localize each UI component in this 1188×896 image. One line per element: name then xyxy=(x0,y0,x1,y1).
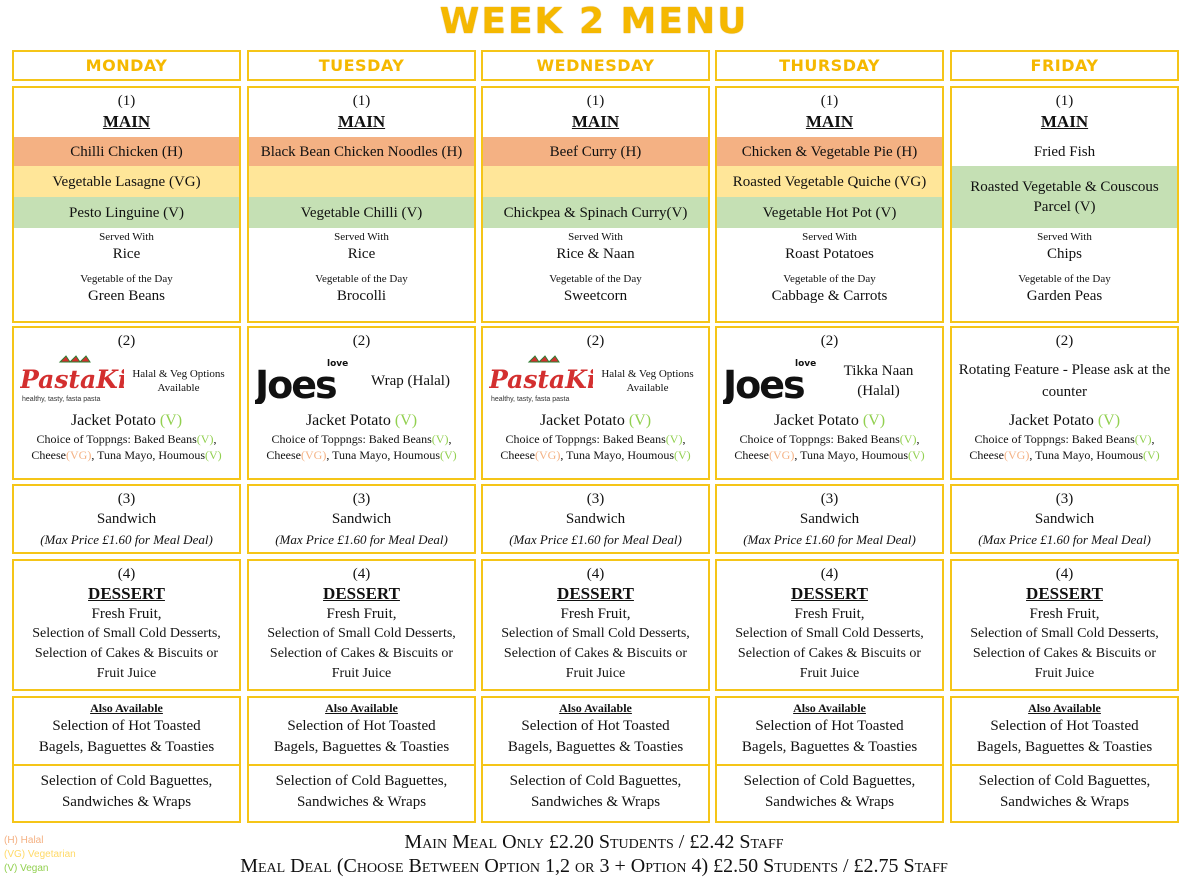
day-header: THURSDAY xyxy=(715,50,944,81)
main-option: Fried Fish xyxy=(1033,143,1096,160)
main-option: Vegetable Hot Pot (V) xyxy=(717,197,942,228)
jacket-potato xyxy=(14,411,239,431)
also-available-section xyxy=(12,696,241,823)
toppings-cheese: Cheese xyxy=(266,448,301,462)
sandwich-section xyxy=(247,484,476,554)
hot-selection: Selection of Hot Toasted xyxy=(52,718,201,734)
cold-selection-group xyxy=(483,764,708,813)
option-number: (3) xyxy=(1055,491,1074,507)
cold-selection-group xyxy=(717,764,942,813)
dessert-item: Selection of Small Cold Desserts, xyxy=(970,626,1159,641)
served-with-label: Served With xyxy=(99,231,154,243)
vegan-tag: (V) xyxy=(394,412,418,429)
jacket-potato-label: Jacket Potato xyxy=(1008,412,1098,429)
cold-selection: Selection of Cold Baguettes, xyxy=(275,773,448,789)
also-available-section xyxy=(481,696,710,823)
vegetable-of-day-value: Cabbage & Carrots xyxy=(771,288,888,304)
main-heading: MAIN xyxy=(1040,112,1089,131)
served-with-label: Served With xyxy=(802,231,857,243)
main-option xyxy=(249,166,474,197)
toppings-text-2: , Tuna Mayo, Houmous xyxy=(560,448,674,462)
main-option xyxy=(483,166,708,197)
hot-selection: Bagels, Baguettes & Toasties xyxy=(976,739,1153,755)
brand-offer: Wrap (Halal) xyxy=(371,373,450,389)
vegan-tag: (V) xyxy=(440,448,457,462)
option-number: (4) xyxy=(586,566,605,582)
joes-logo xyxy=(255,354,353,404)
hot-selection: Selection of Hot Toasted xyxy=(755,718,904,734)
main-option: Vegetable Lasagne (VG) xyxy=(14,166,239,197)
legend-vegetarian: (VG) Vegetarian xyxy=(4,849,76,860)
dessert-heading: DESSERT xyxy=(557,584,634,603)
brand-logo xyxy=(20,354,124,409)
main-option: Beef Curry (H) xyxy=(483,137,708,166)
option-number: (3) xyxy=(586,491,605,507)
meal-deal-price: Meal Deal (Choose Between Option 1,2 or 3 + Option 4) £2.50 Students / £2.75 Staff xyxy=(240,855,948,877)
jacket-potato-label: Jacket Potato xyxy=(539,412,629,429)
option-number: (1) xyxy=(352,93,371,109)
served-with-value: Rice xyxy=(112,246,141,262)
vegan-tag: (V) xyxy=(1143,448,1160,462)
also-available-section xyxy=(950,696,1179,823)
dessert-item: Fruit Juice xyxy=(96,666,157,681)
vegan-tag: (V) xyxy=(431,432,449,446)
option-number: (1) xyxy=(820,93,839,109)
vegetarian-tag: (VG) xyxy=(1003,448,1030,462)
brand-offer: Tikka Naan (Halal) xyxy=(843,363,914,399)
option-number: (1) xyxy=(1055,93,1074,109)
sandwich-section xyxy=(481,484,710,554)
main-heading: MAIN xyxy=(102,112,151,131)
brand-row xyxy=(249,351,474,411)
main-section xyxy=(481,86,710,323)
dessert-section xyxy=(715,559,944,691)
cold-selection: Sandwiches & Wraps xyxy=(530,794,661,810)
joes-love: love xyxy=(795,358,817,369)
option-number: (2) xyxy=(586,333,605,349)
cold-selection: Selection of Cold Baguettes, xyxy=(978,773,1151,789)
dessert-item: Fruit Juice xyxy=(565,666,626,681)
cold-selection-group xyxy=(14,764,239,813)
also-available-heading: Also Available xyxy=(1028,701,1101,715)
dessert-section xyxy=(481,559,710,691)
option-two-section xyxy=(950,326,1179,480)
option-two-section xyxy=(12,326,241,480)
option-number: (4) xyxy=(820,566,839,582)
vegetarian-tag: (VG) xyxy=(534,448,561,462)
cold-selection: Sandwiches & Wraps xyxy=(296,794,427,810)
main-section xyxy=(247,86,476,323)
option-two-section xyxy=(247,326,476,480)
toppings-cheese: Cheese xyxy=(734,448,769,462)
jacket-potato xyxy=(249,411,474,431)
meal-deal-note: (Max Price £1.60 for Meal Deal) xyxy=(509,532,682,547)
dessert-item: Selection of Cakes & Biscuits or xyxy=(34,646,219,661)
dessert-item: Fresh Fruit, xyxy=(91,606,162,622)
served-with-value: Rice & Naan xyxy=(556,246,635,262)
vegetable-of-day-label: Vegetable of the Day xyxy=(549,273,642,285)
dessert-item: Fresh Fruit, xyxy=(326,606,397,622)
dessert-section xyxy=(950,559,1179,691)
hot-selection: Selection of Hot Toasted xyxy=(990,718,1139,734)
main-option: Pesto Linguine (V) xyxy=(14,197,239,228)
pasta-king-tagline: healthy, tasty, fasta pasta xyxy=(491,395,570,403)
dessert-item: Fruit Juice xyxy=(1034,666,1095,681)
main-option: Chicken & Vegetable Pie (H) xyxy=(717,137,942,166)
legend-vegan: (V) Vegan xyxy=(4,863,49,874)
toppings-text-2: , Tuna Mayo, Houmous xyxy=(1029,448,1143,462)
day-header: FRIDAY xyxy=(950,50,1179,81)
vegetable-of-day-value: Brocolli xyxy=(336,288,387,304)
also-available-heading: Also Available xyxy=(90,701,163,715)
pasta-king-logo xyxy=(489,354,593,404)
hot-selection: Bagels, Baguettes & Toasties xyxy=(38,739,215,755)
toppings: Choice of Toppngs: Baked Beans(V), Cheese(VG), Tuna Mayo, Houmous(V) xyxy=(500,432,691,462)
cold-selection: Sandwiches & Wraps xyxy=(61,794,192,810)
cold-selection: Selection of Cold Baguettes, xyxy=(40,773,213,789)
main-meal-price: Main Meal Only £2.20 Students / £2.42 Staff xyxy=(404,831,784,853)
option-number: (3) xyxy=(820,491,839,507)
toppings: Choice of Toppngs: Baked Beans(V), Cheese(VG), Tuna Mayo, Houmous(V) xyxy=(969,432,1160,462)
vegan-tag: (V) xyxy=(665,432,683,446)
also-available-section xyxy=(247,696,476,823)
brand-offer: Halal & Veg Options Available xyxy=(132,368,225,394)
main-section xyxy=(12,86,241,323)
vegetarian-tag: (VG) xyxy=(65,448,92,462)
toppings: Choice of Toppngs: Baked Beans(V), Cheese(VG), Tuna Mayo, Houmous(V) xyxy=(734,432,925,462)
dessert-item: Selection of Cakes & Biscuits or xyxy=(737,646,922,661)
toppings: Choice of Toppngs: Baked Beans(V), Cheese(VG), Tuna Mayo, Houmous(V) xyxy=(31,432,222,462)
vegan-tag: (V) xyxy=(196,432,214,446)
sandwich-label: Sandwich xyxy=(331,511,392,527)
dessert-item: Selection of Small Cold Desserts, xyxy=(501,626,690,641)
main-section xyxy=(715,86,944,323)
dessert-item: Selection of Small Cold Desserts, xyxy=(735,626,924,641)
dessert-item: Selection of Cakes & Biscuits or xyxy=(503,646,688,661)
jacket-potato xyxy=(483,411,708,431)
toppings-cheese: Cheese xyxy=(969,448,1004,462)
vegan-tag: (V) xyxy=(908,448,925,462)
main-option: Chilli Chicken (H) xyxy=(14,137,239,166)
dessert-item: Fruit Juice xyxy=(331,666,392,681)
served-with-label: Served With xyxy=(568,231,623,243)
day-header: MONDAY xyxy=(12,50,241,81)
served-with-label: Served With xyxy=(1037,231,1092,243)
toppings-text-2: , Tuna Mayo, Houmous xyxy=(794,448,908,462)
pasta-king-tagline: healthy, tasty, fasta pasta xyxy=(22,395,101,403)
joes-wordmark: Joes xyxy=(255,362,336,404)
day-header: TUESDAY xyxy=(247,50,476,81)
meal-deal-note: (Max Price £1.60 for Meal Deal) xyxy=(40,532,213,547)
sandwich-section xyxy=(950,484,1179,554)
toppings-text: Choice of Toppngs: Baked Beans xyxy=(974,432,1135,446)
rotating-feature: Rotating Feature - Please ask at the counter xyxy=(958,362,1171,400)
cold-selection: Selection of Cold Baguettes, xyxy=(743,773,916,789)
dessert-item: Fresh Fruit, xyxy=(560,606,631,622)
option-number: (2) xyxy=(352,333,371,349)
also-available-section xyxy=(715,696,944,823)
toppings-text: Choice of Toppngs: Baked Beans xyxy=(739,432,900,446)
sandwich-section xyxy=(12,484,241,554)
sandwich-section xyxy=(715,484,944,554)
dessert-section xyxy=(247,559,476,691)
dessert-item: Selection of Cakes & Biscuits or xyxy=(972,646,1157,661)
dessert-heading: DESSERT xyxy=(1026,584,1103,603)
brand-row xyxy=(14,351,239,411)
hot-selection: Bagels, Baguettes & Toasties xyxy=(273,739,450,755)
vegan-tag: (V) xyxy=(862,412,886,429)
toppings-cheese: Cheese xyxy=(500,448,535,462)
pasta-king-wordmark: PastaK xyxy=(20,364,118,394)
joes-wordmark: Joes xyxy=(723,362,804,404)
meal-deal-note: (Max Price £1.60 for Meal Deal) xyxy=(743,532,916,547)
brand-logo xyxy=(255,354,353,409)
option-number: (3) xyxy=(352,491,371,507)
vegetable-of-day-label: Vegetable of the Day xyxy=(80,273,173,285)
option-number: (3) xyxy=(117,491,136,507)
option-number: (4) xyxy=(117,566,136,582)
also-available-heading: Also Available xyxy=(793,701,866,715)
hot-selection: Selection of Hot Toasted xyxy=(521,718,670,734)
meal-deal-note: (Max Price £1.60 for Meal Deal) xyxy=(978,532,1151,547)
cold-selection-group xyxy=(952,764,1177,813)
brand-logo xyxy=(723,354,821,409)
cold-selection: Sandwiches & Wraps xyxy=(999,794,1130,810)
cold-selection-group xyxy=(249,764,474,813)
dessert-heading: DESSERT xyxy=(323,584,400,603)
vegan-tag: (V) xyxy=(628,412,652,429)
brand-logo xyxy=(489,354,593,409)
toppings-text-2: , Tuna Mayo, Houmous xyxy=(326,448,440,462)
toppings-text: Choice of Toppngs: Baked Beans xyxy=(271,432,432,446)
jacket-potato-label: Jacket Potato xyxy=(305,412,395,429)
dessert-item: Selection of Cakes & Biscuits or xyxy=(269,646,454,661)
served-with-value: Rice xyxy=(347,246,376,262)
jacket-potato-label: Jacket Potato xyxy=(70,412,160,429)
toppings-text: Choice of Toppngs: Baked Beans xyxy=(36,432,197,446)
cold-selection: Selection of Cold Baguettes, xyxy=(509,773,682,789)
main-heading: MAIN xyxy=(805,112,854,131)
vegan-tag: (V) xyxy=(899,432,917,446)
toppings-cheese: Cheese xyxy=(31,448,66,462)
dessert-item: Selection of Small Cold Desserts, xyxy=(267,626,456,641)
vegetable-of-day-label: Vegetable of the Day xyxy=(315,273,408,285)
price-footer xyxy=(0,830,1188,878)
joes-love: love xyxy=(327,358,349,369)
also-available-heading: Also Available xyxy=(559,701,632,715)
vegetable-of-day-value: Sweetcorn xyxy=(563,288,628,304)
main-option: Black Bean Chicken Noodles (H) xyxy=(249,137,474,166)
sandwich-label: Sandwich xyxy=(1034,511,1095,527)
brand-row xyxy=(717,351,942,411)
hot-selection: Bagels, Baguettes & Toasties xyxy=(507,739,684,755)
sandwich-label: Sandwich xyxy=(96,511,157,527)
option-number: (4) xyxy=(1055,566,1074,582)
pasta-king-logo xyxy=(20,354,124,404)
main-option: Roasted Vegetable Quiche (VG) xyxy=(717,166,942,197)
main-option: Chickpea & Spinach Curry(V) xyxy=(483,197,708,228)
jacket-potato-label: Jacket Potato xyxy=(773,412,863,429)
vegetable-of-day-label: Vegetable of the Day xyxy=(783,273,876,285)
main-option: Vegetable Chilli (V) xyxy=(249,197,474,228)
menu-title: WEEK 2 MENU xyxy=(439,1,749,42)
jacket-potato xyxy=(952,411,1177,431)
dessert-item: Fresh Fruit, xyxy=(794,606,865,622)
served-with-value: Chips xyxy=(1046,246,1082,262)
vegan-tag: (V) xyxy=(1097,412,1121,429)
hot-selection: Selection of Hot Toasted xyxy=(287,718,436,734)
dessert-section xyxy=(12,559,241,691)
vegan-tag: (V) xyxy=(205,448,222,462)
option-number: (1) xyxy=(586,93,605,109)
sandwich-label: Sandwich xyxy=(565,511,626,527)
joes-logo xyxy=(723,354,821,404)
meal-deal-note: (Max Price £1.60 for Meal Deal) xyxy=(275,532,448,547)
dessert-item: Fresh Fruit, xyxy=(1029,606,1100,622)
option-number: (4) xyxy=(352,566,371,582)
vegetarian-tag: (VG) xyxy=(300,448,327,462)
dessert-item: Selection of Small Cold Desserts, xyxy=(32,626,221,641)
jacket-potato xyxy=(717,411,942,431)
toppings-text: Choice of Toppngs: Baked Beans xyxy=(505,432,666,446)
dessert-heading: DESSERT xyxy=(88,584,165,603)
vegetable-of-day-label: Vegetable of the Day xyxy=(1018,273,1111,285)
vegan-tag: (V) xyxy=(1134,432,1152,446)
served-with-value: Roast Potatoes xyxy=(785,246,874,262)
brand-row xyxy=(483,351,708,411)
option-two-section xyxy=(715,326,944,480)
served-with-label: Served With xyxy=(334,231,389,243)
pasta-king-wordmark: PastaK xyxy=(489,364,587,394)
legend-halal: (H) Halal xyxy=(4,835,44,846)
option-number: (1) xyxy=(117,93,136,109)
option-number: (2) xyxy=(117,333,136,349)
vegan-tag: (V) xyxy=(674,448,691,462)
main-heading: MAIN xyxy=(571,112,620,131)
sandwich-label: Sandwich xyxy=(799,511,860,527)
main-heading: MAIN xyxy=(337,112,386,131)
cold-selection: Sandwiches & Wraps xyxy=(764,794,895,810)
vegan-tag: (V) xyxy=(159,412,183,429)
also-available-heading: Also Available xyxy=(325,701,398,715)
toppings-text-2: , Tuna Mayo, Houmous xyxy=(91,448,205,462)
toppings: Choice of Toppngs: Baked Beans(V), Cheese(VG), Tuna Mayo, Houmous(V) xyxy=(266,432,457,462)
vegetable-of-day-value: Garden Peas xyxy=(1026,288,1103,304)
main-option: Roasted Vegetable & Couscous Parcel (V) xyxy=(952,166,1177,228)
option-number: (2) xyxy=(1055,333,1074,349)
option-number: (2) xyxy=(820,333,839,349)
dessert-item: Fruit Juice xyxy=(799,666,860,681)
hot-selection: Bagels, Baguettes & Toasties xyxy=(741,739,918,755)
brand-offer: Halal & Veg Options Available xyxy=(601,368,694,394)
dessert-heading: DESSERT xyxy=(791,584,868,603)
option-two-section xyxy=(481,326,710,480)
day-header: WEDNESDAY xyxy=(481,50,710,81)
main-section xyxy=(950,86,1179,323)
vegetarian-tag: (VG) xyxy=(768,448,795,462)
vegetable-of-day-value: Green Beans xyxy=(87,288,166,304)
